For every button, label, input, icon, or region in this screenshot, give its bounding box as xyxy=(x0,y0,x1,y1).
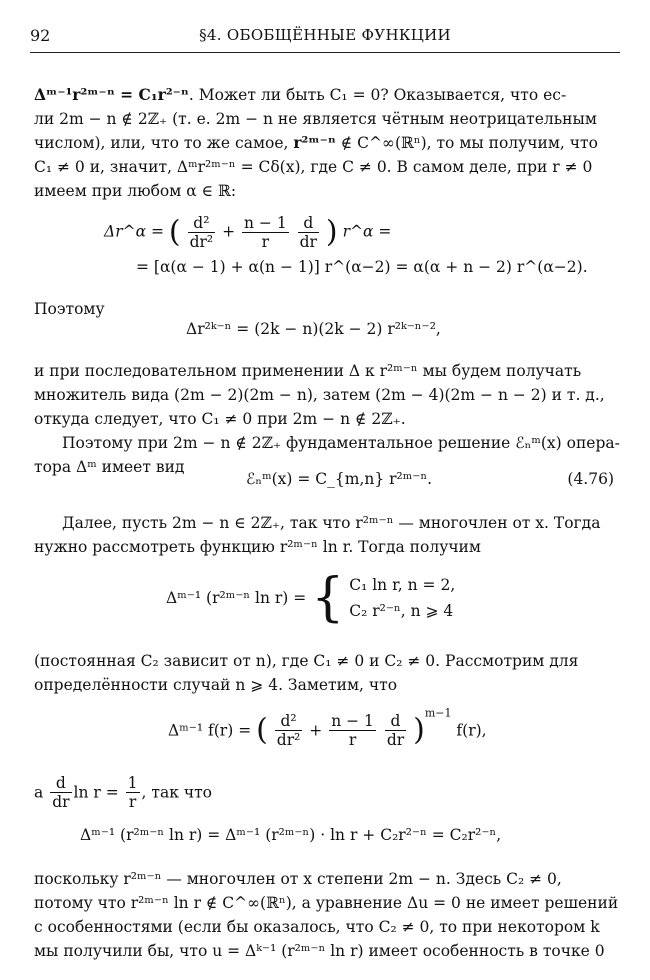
formula-lhs: Δᵐ⁻¹ (r²ᵐ⁻ⁿ ln r) = xyxy=(166,589,307,607)
paren-left: ( xyxy=(168,214,181,250)
formula-iterated-laplacian xyxy=(168,706,487,749)
denominator: dr xyxy=(52,793,70,811)
paren-right: ) xyxy=(325,214,338,250)
exponent: m−1 xyxy=(424,706,452,720)
formula-inline: Δᵐ⁻¹r²ᵐ⁻ⁿ = C₁r²⁻ⁿ xyxy=(34,85,189,104)
formula-inline: r²ᵐ⁻ⁿ xyxy=(293,133,336,152)
cases-block xyxy=(349,572,455,624)
numerator: d² xyxy=(188,214,216,233)
text-line-13: Далее, пусть 2m − n ∈ 2ℤ₊, так что r²ᵐ⁻ⁿ — многочлен от x. Тогда xyxy=(62,514,601,532)
page-header xyxy=(30,22,620,53)
text-line-15: (постоянная C₂ зависит от n), где C₁ ≠ 0 и C₂ ≠ 0. Рассмотрим для xyxy=(34,652,579,670)
formula-log-cases xyxy=(166,568,456,628)
text-segment: , так что xyxy=(141,783,212,802)
formula-laplacian-power xyxy=(104,214,391,251)
fraction-n1-r xyxy=(242,214,289,251)
page-number: 92 xyxy=(30,26,51,45)
text-line-3 xyxy=(34,132,598,154)
text-segment: ∉ C^∞(ℝⁿ), то мы получим, что xyxy=(335,134,598,152)
formula-fundamental-solution: ℰₙᵐ(x) = C_{m,n} r²ᵐ⁻ⁿ. xyxy=(246,470,433,488)
denominator: r xyxy=(128,793,137,811)
numerator: d xyxy=(298,214,319,233)
running-title: §4. ОБОБЩЁННЫЕ ФУНКЦИИ xyxy=(199,26,451,44)
paren-left: ( xyxy=(256,712,268,748)
case-line-2: C₂ r²⁻ⁿ, n ⩾ 4 xyxy=(349,602,454,620)
text-line-16: определённости случай n ⩾ 4. Заметим, что xyxy=(34,676,398,694)
numerator: d xyxy=(50,774,71,793)
formula-final-identity: Δᵐ⁻¹ (r²ᵐ⁻ⁿ ln r) = Δᵐ⁻¹ (r²ᵐ⁻ⁿ) · ln r + C₂r²⁻ⁿ = C₂r²⁻ⁿ, xyxy=(80,826,502,844)
brace-left: { xyxy=(311,568,345,628)
text-line-19: потому что r²ᵐ⁻ⁿ ln r ∉ C^∞(ℝⁿ), а уравнение Δu = 0 не имеет решений xyxy=(34,894,619,912)
text-line-2: ли 2m − n ∉ 2ℤ₊ (т. е. 2m − n не является чётным неотрицательным xyxy=(34,110,597,128)
fraction-d-dr xyxy=(50,774,71,811)
text-line-17 xyxy=(34,774,212,811)
text-line-12: тора Δᵐ имеет вид xyxy=(34,458,185,476)
text-line-20: с особенностями (если бы оказалось, что C₂ ≠ 0, то при некотором k xyxy=(34,918,600,936)
formula-laplacian-2k: Δr²ᵏ⁻ⁿ = (2k − n)(2k − 2) r²ᵏ⁻ⁿ⁻², xyxy=(186,320,441,338)
text-line-21: мы получили бы, что u = Δᵏ⁻¹ (r²ᵐ⁻ⁿ ln r) имеет особенность в точке 0 xyxy=(34,942,605,960)
numerator: n − 1 xyxy=(244,214,287,232)
text-line-11: Поэтому при 2m − n ∉ 2ℤ₊ фундаментальное решение ℰₙᵐ(x) опера- xyxy=(62,434,620,452)
text-line-8: и при последовательном применении Δ к r²ᵐ⁻ⁿ мы будем получать xyxy=(34,362,582,380)
text-segment: а xyxy=(34,783,44,802)
fraction-d-dr xyxy=(385,712,406,749)
equation-number: (4.76) xyxy=(567,470,614,488)
paren-right: ) xyxy=(413,712,425,748)
text-segment: . Может ли быть C₁ = 0? Оказывается, что ес- xyxy=(188,86,567,104)
fraction-d-dr xyxy=(298,214,319,251)
formula-lhs: Δᵐ⁻¹ f(r) = xyxy=(168,721,252,740)
fraction-d2-dr2 xyxy=(275,712,303,749)
denominator: dr² xyxy=(276,731,301,749)
numerator: d² xyxy=(275,712,303,731)
text-poetomu: Поэтому xyxy=(34,300,105,318)
numerator: n − 1 xyxy=(331,712,374,730)
text-line-1 xyxy=(34,84,566,106)
formula-segment: ln r = xyxy=(73,783,119,802)
text-segment: числом), или, что то же самое, xyxy=(34,134,294,152)
text-line-10: откуда следует, что C₁ ≠ 0 при 2m − n ∉ 2ℤ₊. xyxy=(34,410,406,428)
plus-sign: + xyxy=(222,222,236,241)
formula-rhs: r^α = xyxy=(342,222,392,241)
denominator: dr xyxy=(386,731,405,749)
formula-lhs: Δr^α = xyxy=(104,222,164,241)
text-line-4: C₁ ≠ 0 и, значит, Δᵐr²ᵐ⁻ⁿ = Cδ(x), где C ≠ 0. В самом деле, при r ≠ 0 xyxy=(34,158,593,176)
fraction-n1-r xyxy=(329,712,376,749)
formula-rhs: f(r), xyxy=(456,721,487,740)
denominator: dr² xyxy=(189,233,214,251)
fraction-1-r xyxy=(126,774,140,811)
text-line-9: множитель вида (2m − 2)(2m − n), затем (2m − 4)(2m − n − 2) и т. д., xyxy=(34,386,605,404)
text-line-14: нужно рассмотреть функцию r²ᵐ⁻ⁿ ln r. Тогда получим xyxy=(34,538,481,556)
fraction-d2-dr2 xyxy=(188,214,216,251)
case-line-1: C₁ ln r, n = 2, xyxy=(349,576,456,594)
denominator: r xyxy=(261,233,270,251)
denominator: dr xyxy=(299,233,317,251)
denominator: r xyxy=(348,731,357,749)
numerator: d xyxy=(385,712,406,731)
formula-laplacian-power-line2: = [α(α − 1) + α(n − 1)] r^(α−2) = α(α + n − 2) r^(α−2). xyxy=(136,258,588,276)
numerator: 1 xyxy=(127,774,138,792)
text-line-5: имеем при любом α ∈ ℝ: xyxy=(34,182,237,200)
text-line-18: поскольку r²ᵐ⁻ⁿ — многочлен от x степени 2m − n. Здесь C₂ ≠ 0, xyxy=(34,870,562,888)
plus-sign: + xyxy=(309,721,323,740)
